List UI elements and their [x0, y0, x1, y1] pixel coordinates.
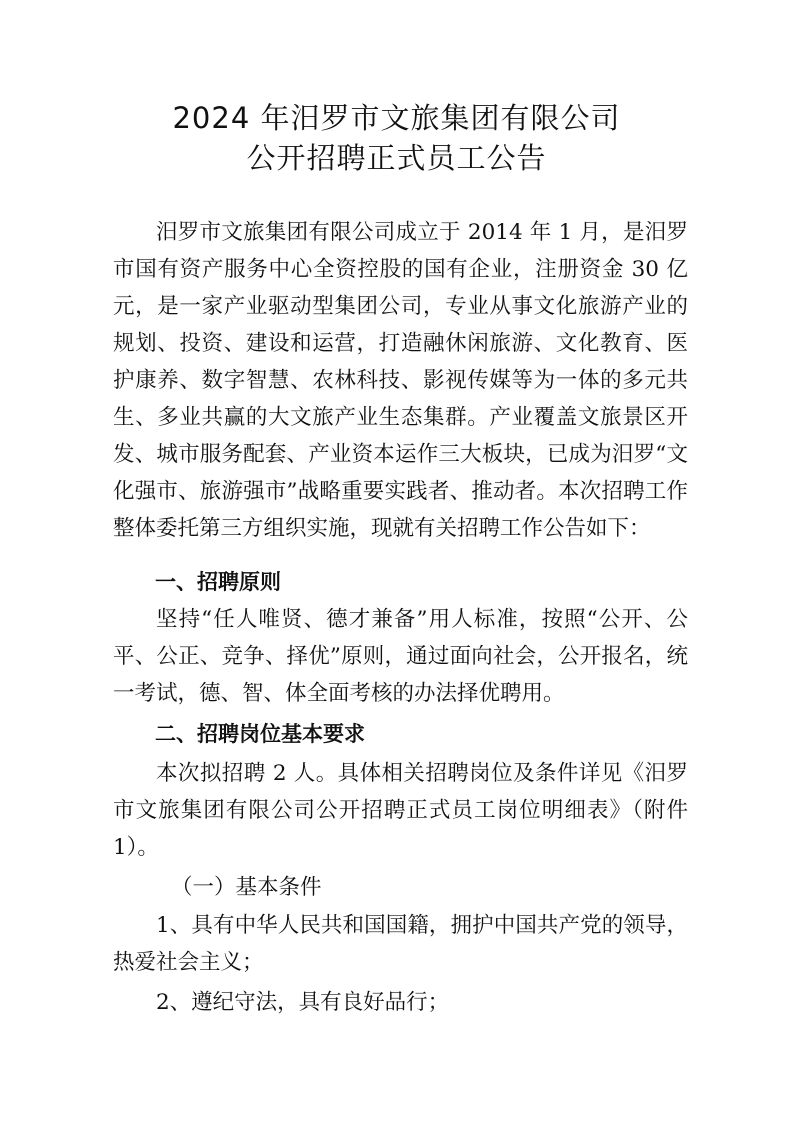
section-1-paragraph: 坚持“任人唯贤、德才兼备”用人标准，按照“公开、公平、公正、竞争、择优”原则，通过面向社会，公开报名，统一考试，德、智、体全面考核的办法择优聘用。: [113, 607, 688, 706]
section-1-heading: 一、招聘原则: [155, 570, 281, 594]
subsection-1-heading: （一）基本条件: [171, 875, 322, 900]
section-2-heading: 二、招聘岗位基本要求: [155, 722, 365, 746]
intro-paragraph: 汨罗市文旅集团有限公司成立于 2014 年 1 月，是汨罗市国有资产服务中心全资控股的国有企业，注册资金 30 亿元，是一家产业驱动型集团公司，专业从事文化旅游产业的规划、投资、建设和运营，打造融休闲旅游、文化教育、医护康养、数字智慧、农林科技、影视传媒等为一体的多元共生、多业共赢的大文旅产业生态集群。产业覆盖文旅景区开发、城市服务配套、产业资本运作三大板块，已成为汨罗“文化强市、旅游强市”战略重要实践者、推动者。本次招聘工作整体委托第三方组织实施，现就有关招聘工作公告如下：: [113, 220, 688, 541]
section-2-paragraph: 本次拟招聘 2 人。具体相关招聘岗位及条件详见《汨罗市文旅集团有限公司公开招聘正式员工岗位明细表》（附件 1）。: [113, 761, 688, 860]
document-title-line-2: 公开招聘正式员工公告: [246, 141, 547, 175]
requirement-item-1: 1、具有中华人民共和国国籍，拥护中国共产党的领导，热爱社会主义；: [113, 913, 688, 975]
requirement-item-2: 2、遵纪守法，具有良好品行；: [156, 990, 450, 1015]
document-title-line-1: 2024 年汨罗市文旅集团有限公司: [172, 101, 621, 135]
